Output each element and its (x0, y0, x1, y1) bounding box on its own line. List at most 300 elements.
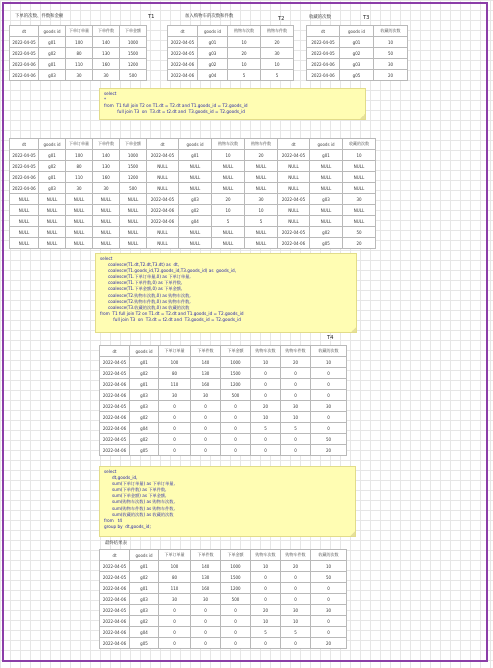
table-cell: 80 (66, 161, 93, 172)
table-cell: g02 (39, 161, 66, 172)
table-cell: 0 (159, 445, 191, 456)
table-cell: 10 (311, 357, 347, 368)
table-row (10, 183, 376, 194)
table-cell: 30 (191, 390, 221, 401)
table-cell: 0 (251, 390, 281, 401)
table-row (10, 150, 376, 161)
table-cell: g01 (39, 37, 66, 48)
column-header: goods id (310, 139, 343, 150)
table-cell: 30 (245, 194, 278, 205)
table-cell: 500 (221, 390, 251, 401)
table-cell: 1500 (221, 572, 251, 583)
table-cell: 5 (212, 216, 245, 227)
table-cell: g01 (310, 150, 343, 161)
table-cell: 5 (228, 70, 261, 81)
table-cell: g01 (340, 37, 374, 48)
table-cell: 0 (159, 638, 191, 649)
sql-note-coalesce (95, 253, 357, 333)
table-cell: 0 (221, 434, 251, 445)
table-cell: g03 (39, 183, 66, 194)
table-cell: 30 (93, 70, 120, 81)
table-cell: 30 (159, 594, 191, 605)
table-cell: g05 (130, 638, 159, 649)
table-row (100, 561, 347, 572)
table-row (307, 59, 408, 70)
column-header: 下单件数 (191, 550, 221, 561)
table-row (100, 594, 347, 605)
table-cell: NULL (66, 238, 93, 249)
table-cell: g02 (310, 227, 343, 238)
table-cell: 2022-04-06 (100, 412, 130, 423)
table-cell: 2022-04-05 (168, 37, 198, 48)
column-header: 购物车次数 (251, 346, 281, 357)
caption-orders: 下单的次数、件数和金额 (15, 14, 64, 19)
table-cell: NULL (66, 194, 93, 205)
column-header: 购物车件数 (245, 139, 278, 150)
table-cell: g03 (340, 59, 374, 70)
table-cell: 0 (281, 638, 311, 649)
table-cell: 0 (159, 627, 191, 638)
table-cell: 0 (221, 605, 251, 616)
table-cell: 110 (159, 379, 191, 390)
table-cell: NULL (10, 194, 39, 205)
table-cell: 2022-04-06 (100, 583, 130, 594)
table-cell: 2022-04-06 (307, 59, 340, 70)
table-cell: 0 (159, 616, 191, 627)
table-cell: NULL (147, 238, 179, 249)
table-cell: NULL (66, 205, 93, 216)
table-cell: 20 (281, 561, 311, 572)
table-cell: 0 (191, 616, 221, 627)
table-cell: 1200 (221, 583, 251, 594)
table-cell: 0 (221, 627, 251, 638)
table-cell: 30 (281, 605, 311, 616)
table-cell: 0 (191, 434, 221, 445)
table-cell: 10 (251, 357, 281, 368)
table-header-row (10, 26, 147, 37)
table-cell: 2022-04-05 (147, 194, 179, 205)
table-cell: 1200 (120, 172, 147, 183)
column-header: goods id (39, 26, 66, 37)
table-cell: 20 (261, 37, 294, 48)
sql-text-full-join: select * from T1 full join T2 on T1.dt = T2.dt and T1.goods_id = T2.goods_id full join T3 on T3.dt = t2.dt and T3.goods_id = T2.goods_id (104, 91, 248, 115)
table-cell: 2022-04-05 (100, 368, 130, 379)
table-cell: g02 (130, 434, 159, 445)
table-row (100, 572, 347, 583)
table-row (100, 401, 347, 412)
table-row (100, 445, 347, 456)
table-cell: g02 (130, 412, 159, 423)
table-cell: 5 (251, 627, 281, 638)
table-cell: 2022-04-05 (100, 605, 130, 616)
column-header: dt (100, 550, 130, 561)
table-header-row (168, 26, 294, 37)
table-cell: 2022-04-05 (307, 48, 340, 59)
column-header: dt (307, 26, 340, 37)
column-header: 下单订单量 (66, 139, 93, 150)
table-cell: 2022-04-06 (168, 70, 198, 81)
table-row (100, 627, 347, 638)
table-cell: 2022-04-06 (10, 172, 39, 183)
table-row (100, 390, 347, 401)
table-cell: 10 (343, 150, 376, 161)
table-cell: g01 (179, 150, 212, 161)
table-row (100, 412, 347, 423)
table-cell: 2022-04-06 (278, 238, 310, 249)
table-cell: 0 (159, 401, 191, 412)
table-cell: NULL (93, 205, 120, 216)
table-row (10, 48, 147, 59)
table-cell: 0 (221, 638, 251, 649)
table-cell: 20 (251, 605, 281, 616)
table-cell: 0 (221, 401, 251, 412)
table-cell: 100 (66, 37, 93, 48)
table-cell: NULL (310, 205, 343, 216)
table-cell: NULL (39, 205, 66, 216)
table-row (10, 37, 147, 48)
column-header: dt (278, 139, 310, 150)
column-header: goods id (130, 550, 159, 561)
table-cell: NULL (147, 183, 179, 194)
table-cell: 50 (343, 227, 376, 238)
table-cell: NULL (245, 161, 278, 172)
caption-final: 最终结果表 (105, 541, 127, 546)
table-cell: NULL (39, 227, 66, 238)
caption-cart: 加入购物车的次数和件数 (185, 14, 234, 19)
sql-text-group-by: select dt,goods_id, sum(下单订单量) as 下单订单量, sum(下单件数) as 下单件数, sum(下单金额) as 下单金额, sum(购物车次数) as 购物车次数, sum(购物车件数) as 购物车件数, sum(收藏的次数) as 收藏的次数 from t4 group by dt,goods_id; (104, 469, 175, 529)
table-cell: 10 (251, 561, 281, 572)
table-t2 (167, 25, 294, 81)
table-cell: g03 (130, 390, 159, 401)
table-cell: NULL (147, 161, 179, 172)
table-cell: 2022-04-05 (147, 150, 179, 161)
column-header: dt (10, 26, 39, 37)
table-cell: 30 (281, 401, 311, 412)
column-header: 收藏的次数 (374, 26, 408, 37)
table-cell: g03 (310, 194, 343, 205)
table-cell: g02 (39, 48, 66, 59)
table-cell: NULL (278, 172, 310, 183)
table-cell: 2022-04-05 (168, 48, 198, 59)
table-cell: 110 (159, 583, 191, 594)
column-header: 购物车件数 (281, 550, 311, 561)
table-cell: 30 (343, 194, 376, 205)
table-row (100, 638, 347, 649)
table-cell: 30 (93, 183, 120, 194)
table-cell: g04 (130, 423, 159, 434)
table-t1 (9, 25, 147, 81)
table-cell: g02 (340, 48, 374, 59)
table-cell: 2022-04-05 (100, 561, 130, 572)
table-cell: g01 (130, 583, 159, 594)
table-cell: 0 (251, 594, 281, 605)
table-cell: 20 (311, 638, 347, 649)
table-cell: 20 (245, 150, 278, 161)
table-cell: g01 (130, 561, 159, 572)
table-row (10, 59, 147, 70)
table-cell: NULL (66, 216, 93, 227)
table-cell: 0 (311, 412, 347, 423)
table-cell: NULL (179, 161, 212, 172)
table-cell: 0 (251, 583, 281, 594)
table-cell: g02 (179, 205, 212, 216)
table-cell: 2022-04-06 (100, 627, 130, 638)
table-cell: 2022-04-06 (100, 594, 130, 605)
table-cell: 0 (159, 434, 191, 445)
table-row (100, 423, 347, 434)
table-cell: g03 (130, 594, 159, 605)
table-cell: g04 (179, 216, 212, 227)
table-cell: 20 (374, 70, 408, 81)
table-cell: NULL (120, 238, 147, 249)
table-cell: 2022-04-05 (10, 37, 39, 48)
table-cell: 0 (221, 423, 251, 434)
table-cell: 5 (281, 423, 311, 434)
table-cell: 2022-04-06 (147, 216, 179, 227)
table-cell: 140 (93, 150, 120, 161)
table-cell: 0 (311, 594, 347, 605)
table-cell: NULL (310, 161, 343, 172)
table-cell: 100 (159, 357, 191, 368)
table-joined (9, 138, 376, 249)
table-cell: 2022-04-05 (100, 401, 130, 412)
table-row (10, 238, 376, 249)
table-cell: 0 (251, 368, 281, 379)
table-cell: 2022-04-05 (278, 150, 310, 161)
table-cell: 2022-04-05 (100, 572, 130, 583)
table-cell: 10 (261, 59, 294, 70)
table-cell: g01 (130, 379, 159, 390)
table-cell: NULL (278, 205, 310, 216)
table-cell: 140 (191, 357, 221, 368)
table-cell: 0 (281, 368, 311, 379)
sql-text-coalesce: select coalesce(T1.dt,T2.dt,T3.dt) as dt, coalesce(T1.goods_id,T2.goods_id,T3.goods_id) as goods_id, coalesce(T1.下单订单量,0) as 下单订单量, coalesce(T1.下单件数,0) as 下单件数, coalesce(T1.下单金额,0) as 下单金额, coalesce(T2.购物车次数,0) as 购物车次数, coalesce(T2.购物车件数,0) as 购物车件数, coalesce(T3.收藏的次数,0) as 收藏的次数 from T1 full join T2 on T1.dt = T2.dt and T1.goods_id = T2.goods_id full join T3 on T3.dt = t2.dt and T3.goods_id = T2.goods_id (100, 256, 244, 322)
table-cell: NULL (343, 172, 376, 183)
table-t4 (99, 345, 347, 456)
table-cell: 0 (281, 434, 311, 445)
table-cell: 10 (281, 412, 311, 423)
table-cell: NULL (93, 238, 120, 249)
table-cell: NULL (93, 227, 120, 238)
column-header: dt (168, 26, 198, 37)
table-cell: NULL (212, 227, 245, 238)
label-t2: T2 (278, 16, 285, 22)
table-header-row (100, 346, 347, 357)
table-cell: NULL (179, 172, 212, 183)
table-row (307, 48, 408, 59)
table-cell: 2022-04-05 (100, 357, 130, 368)
table-cell: 160 (191, 379, 221, 390)
table-cell: 20 (343, 238, 376, 249)
table-cell: NULL (310, 172, 343, 183)
table-header-row (307, 26, 408, 37)
table-cell: NULL (93, 216, 120, 227)
table-row (100, 616, 347, 627)
table-cell: 10 (311, 561, 347, 572)
column-header: 收藏的次数 (311, 550, 347, 561)
label-t4: T4 (327, 335, 334, 341)
column-header: dt (147, 139, 179, 150)
table-cell: 1500 (221, 368, 251, 379)
table-cell: NULL (245, 227, 278, 238)
table-cell: 20 (212, 194, 245, 205)
column-header: goods id (179, 139, 212, 150)
table-cell: 0 (251, 638, 281, 649)
table-row (10, 205, 376, 216)
column-header: 下单订单量 (159, 346, 191, 357)
table-cell: 0 (191, 423, 221, 434)
table-cell: NULL (147, 172, 179, 183)
table-cell: 2022-04-06 (10, 183, 39, 194)
table-cell: 80 (159, 572, 191, 583)
column-header: goods id (39, 139, 66, 150)
table-cell: 1200 (120, 59, 147, 70)
table-cell: 30 (159, 390, 191, 401)
table-row (100, 583, 347, 594)
table-cell: 80 (66, 48, 93, 59)
table-row (307, 37, 408, 48)
table-row (168, 59, 294, 70)
column-header: 收藏的次数 (311, 346, 347, 357)
table-cell: 2022-04-05 (278, 227, 310, 238)
table-cell: 0 (281, 379, 311, 390)
table-cell: 0 (311, 583, 347, 594)
table-cell: 2022-04-06 (100, 638, 130, 649)
table-cell: 2022-04-06 (100, 390, 130, 401)
table-cell: 20 (251, 401, 281, 412)
table-cell: NULL (343, 205, 376, 216)
table-cell: 0 (311, 368, 347, 379)
sql-note-full-join (99, 88, 366, 120)
column-header: 下单件数 (191, 346, 221, 357)
column-header: dt (10, 139, 39, 150)
label-t1: T1 (148, 14, 155, 20)
table-cell: g02 (130, 616, 159, 627)
table-cell: NULL (179, 238, 212, 249)
table-cell: g01 (198, 37, 228, 48)
table-cell: NULL (179, 227, 212, 238)
caption-favorites: 收藏的次数 (309, 15, 331, 20)
table-cell: 1500 (120, 161, 147, 172)
table-cell: NULL (93, 194, 120, 205)
table-cell: 0 (191, 401, 221, 412)
table-cell: 0 (159, 412, 191, 423)
table-cell: 2022-04-05 (100, 434, 130, 445)
table-cell: g02 (198, 59, 228, 70)
table-row (100, 605, 347, 616)
table-cell: 0 (251, 434, 281, 445)
table-cell: 1200 (221, 379, 251, 390)
table-cell: 0 (191, 605, 221, 616)
table-final-result (99, 549, 347, 649)
note-fold (360, 114, 365, 119)
table-cell: 0 (191, 445, 221, 456)
column-header: 下单件数 (93, 139, 120, 150)
table-cell: 0 (311, 379, 347, 390)
table-cell: 0 (191, 412, 221, 423)
column-header: 购物车件数 (261, 26, 294, 37)
table-cell: 10 (212, 205, 245, 216)
table-cell: NULL (212, 183, 245, 194)
table-cell: 1000 (221, 561, 251, 572)
table-cell: 30 (66, 70, 93, 81)
column-header: goods id (340, 26, 374, 37)
table-row (100, 379, 347, 390)
table-cell: NULL (278, 216, 310, 227)
table-cell: 50 (311, 572, 347, 583)
table-cell: NULL (245, 238, 278, 249)
table-header-row (10, 139, 376, 150)
table-cell: g05 (340, 70, 374, 81)
table-cell: 2022-04-05 (10, 150, 39, 161)
table-cell: 80 (159, 368, 191, 379)
table-cell: 20 (228, 48, 261, 59)
table-cell: NULL (343, 216, 376, 227)
table-cell: 2022-04-06 (100, 379, 130, 390)
table-cell: NULL (10, 216, 39, 227)
table-cell: 140 (191, 561, 221, 572)
table-cell: NULL (310, 216, 343, 227)
column-header: goods id (198, 26, 228, 37)
table-cell: 1000 (221, 357, 251, 368)
table-cell: g03 (198, 48, 228, 59)
column-header: dt (100, 346, 130, 357)
table-cell: NULL (10, 205, 39, 216)
table-cell: 0 (281, 445, 311, 456)
table-cell: 1000 (120, 37, 147, 48)
column-header: 购物车次数 (251, 550, 281, 561)
note-fold (350, 531, 355, 536)
table-cell: g03 (39, 70, 66, 81)
table-cell: NULL (212, 172, 245, 183)
table-cell: NULL (120, 194, 147, 205)
table-cell: g01 (39, 59, 66, 70)
table-row (100, 434, 347, 445)
table-cell: g04 (198, 70, 228, 81)
table-cell: 0 (281, 594, 311, 605)
table-cell: NULL (278, 161, 310, 172)
table-cell: g01 (130, 357, 159, 368)
table-cell: g03 (179, 194, 212, 205)
table-cell: 20 (281, 357, 311, 368)
table-cell: g03 (130, 401, 159, 412)
table-cell: 130 (191, 368, 221, 379)
table-cell: 0 (221, 412, 251, 423)
table-cell: 500 (120, 70, 147, 81)
table-cell: 30 (374, 59, 408, 70)
table-cell: NULL (39, 216, 66, 227)
table-cell: g03 (130, 605, 159, 616)
table-cell: 1500 (120, 48, 147, 59)
table-cell: NULL (39, 238, 66, 249)
table-cell: 2022-04-06 (168, 59, 198, 70)
table-cell: 100 (159, 561, 191, 572)
table-cell: 10 (251, 616, 281, 627)
table-cell: NULL (120, 216, 147, 227)
table-cell: g01 (39, 172, 66, 183)
table-cell: NULL (278, 183, 310, 194)
table-cell: 2022-04-06 (100, 423, 130, 434)
table-header-row (100, 550, 347, 561)
table-cell: 0 (191, 627, 221, 638)
table-row (168, 70, 294, 81)
table-cell: 30 (66, 183, 93, 194)
table-cell: 110 (66, 59, 93, 70)
table-cell: 0 (281, 572, 311, 583)
table-cell: 2022-04-05 (10, 48, 39, 59)
table-cell: NULL (39, 194, 66, 205)
table-cell: 10 (228, 59, 261, 70)
